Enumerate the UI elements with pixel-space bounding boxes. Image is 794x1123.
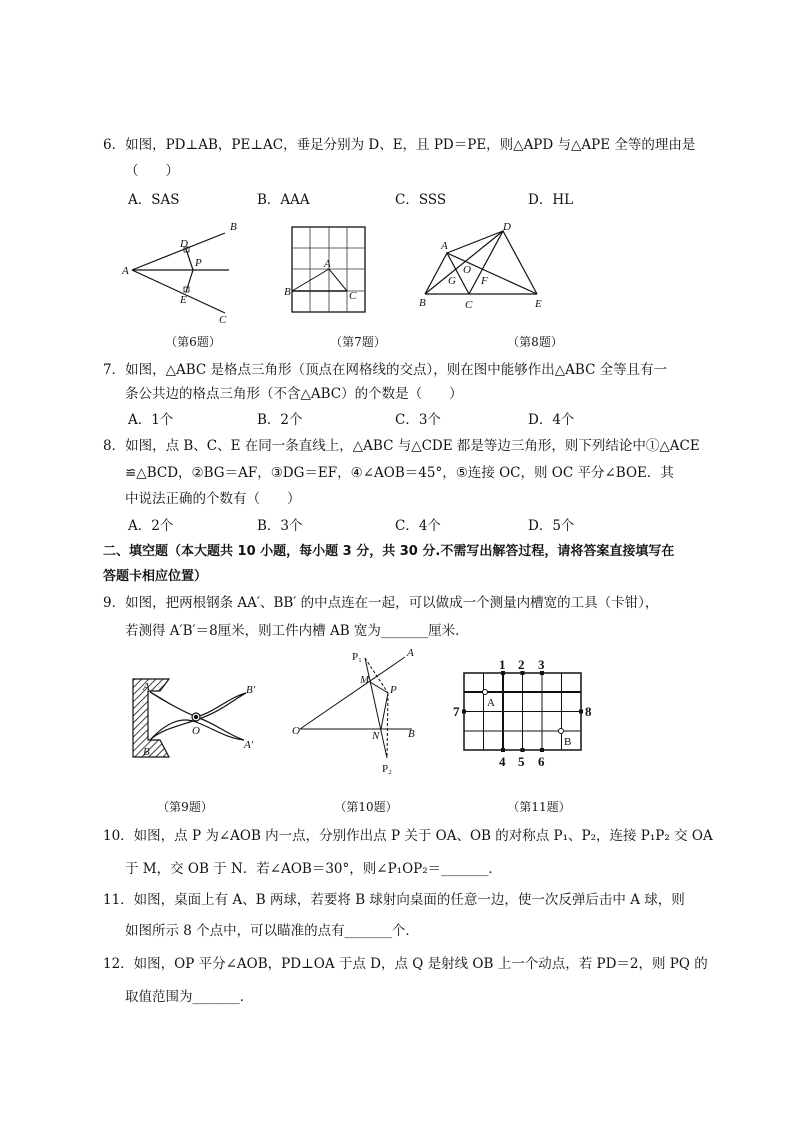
q11-stem-line1: 11．如图，桌面上有 A、B 两球，若要将 B 球射向桌面的任意一边，使一次反弹后击中 A 球，则 — [103, 892, 685, 908]
q6-stem-line1: 6．如图，PD⊥AB，PE⊥AC，垂足分别为 D、E，且 PD＝PE，则△APD 与△APE 全等的理由是 — [103, 137, 696, 153]
q9-stem-line2: 若测得 A′B′＝8厘米，则工件内槽 AB 宽为_______厘米． — [125, 623, 469, 639]
label-P2: P₂ — [382, 763, 392, 775]
label-G: G — [448, 275, 456, 287]
label-M: M — [360, 674, 370, 686]
point-8-label: 8 — [585, 704, 592, 719]
q10-stem-line1: 10．如图，点 P 为∠AOB 内一点，分别作出点 P 关于 OA、OB 的对称点 P₁、P₂，连接 P₁P₂ 交 OA — [103, 828, 713, 844]
q7-option-b: B．2个 — [257, 412, 303, 428]
ball-A-label: A — [487, 697, 495, 709]
label-O: O — [463, 264, 471, 276]
q7-option-d: D．4个 — [528, 412, 575, 428]
point-6-label: 6 — [538, 754, 545, 769]
q8-option-b: B．3个 — [257, 518, 303, 534]
label-E: E — [535, 298, 542, 310]
q10-stem-line2: 于 M，交 OB 于 N．若∠AOB＝30°，则∠P₁OP₂＝_______． — [125, 861, 502, 877]
q6-option-c: C．SSS — [395, 192, 447, 208]
caption-fig7: （第7题） — [330, 335, 386, 349]
label-P: P — [390, 684, 397, 696]
ball-B-label: B — [564, 736, 572, 748]
label-N: N — [372, 730, 380, 742]
q6-option-a: A．SAS — [128, 192, 180, 208]
q8-option-a: A．2个 — [128, 518, 174, 534]
q8-stem-line1: 8．如图，点 B、C、E 在同一条直线上，△ABC 与△CDE 都是等边三角形，则下列结论中①△ACE — [103, 438, 700, 454]
q8-stem-line3: 中说法正确的个数有（ ） — [125, 491, 301, 507]
q8-option-d: D．5个 — [528, 518, 575, 534]
caption-fig8: （第8题） — [507, 335, 563, 349]
figure-7-labels — [284, 258, 357, 302]
point-2-label: 2 — [518, 657, 525, 672]
section2-heading-line1: 二、填空题（本大题共 10 小题，每小题 3 分，共 30 分.不需写出解答过程，请将答案直接填写在 — [103, 544, 675, 559]
caption-fig10: （第10题） — [334, 800, 398, 814]
label-F: F — [481, 275, 488, 287]
q6-stem-line2: （ ） — [125, 163, 179, 179]
q7-stem-line2: 条公共边的格点三角形（不含△ABC）的个数是（ ） — [125, 386, 463, 402]
label-C: C — [349, 290, 357, 302]
caption-fig6: （第6题） — [165, 335, 221, 349]
q6-option-d: D．HL — [528, 192, 574, 208]
label-D: D — [180, 238, 188, 250]
caption-fig9: （第9题） — [157, 800, 213, 814]
label-A: A — [324, 258, 331, 270]
label-B-prime: B′ — [246, 684, 256, 696]
q7-option-c: C．3个 — [395, 412, 441, 428]
label-A-prime: A′ — [244, 739, 254, 751]
point-5-label: 5 — [518, 754, 525, 769]
label-C: C — [465, 299, 473, 311]
point-1-label: 1 — [499, 657, 506, 672]
q12-stem-line1: 12．如图，OP 平分∠AOB，PD⊥OA 于点 D，点 Q 是射线 OB 上一个动点，若 PD＝2，则 PQ 的 — [103, 956, 708, 972]
point-7-label: 7 — [453, 704, 460, 719]
label-B: B — [419, 297, 426, 309]
q7-option-a: A．1个 — [128, 412, 174, 428]
label-B: B — [143, 746, 150, 758]
point-4-label: 4 — [499, 754, 506, 769]
label-B: B — [230, 221, 237, 233]
label-P: P — [195, 257, 202, 269]
q12-stem-line2: 取值范围为_______． — [125, 989, 254, 1005]
label-A: A — [122, 265, 129, 277]
point-3-label: 3 — [538, 657, 545, 672]
figure-10-labels — [292, 647, 415, 775]
q8-stem-line2: ≌△BCD，②BG＝AF，③DG＝EF，④∠AOB＝45°，⑤连接 OC，则 OC 平分∠BOE．其 — [125, 465, 674, 481]
q11-stem-line2: 如图所示 8 个点中，可以瞄准的点有_______个． — [125, 923, 419, 939]
q9-stem-line1: 9．如图，把两根钢条 AA′、BB′ 的中点连在一起，可以做成一个测量内槽宽的工具（卡钳）， — [103, 595, 659, 611]
label-O: O — [192, 725, 200, 737]
section2-heading-line2: 答题卡相应位置） — [103, 569, 208, 584]
figure-8-labels — [419, 221, 542, 311]
label-B: B — [284, 286, 291, 298]
caption-fig11: （第11题） — [507, 800, 571, 814]
label-P1: P₁ — [352, 651, 362, 663]
label-A: A — [143, 681, 150, 693]
q6-option-b: B．AAA — [257, 192, 310, 208]
label-A: A — [441, 240, 448, 252]
figure-9 — [133, 679, 246, 757]
label-D: D — [503, 221, 511, 233]
q8-option-c: C．4个 — [395, 518, 441, 534]
q7-stem-line1: 7．如图，△ABC 是格点三角形（顶点在网格线的交点），则在图中能够作出△ABC 全等且有一 — [103, 362, 668, 378]
figure-10 — [300, 657, 412, 758]
label-E: E — [180, 294, 187, 306]
label-C: C — [219, 314, 227, 326]
label-A: A — [407, 647, 414, 659]
label-B: B — [408, 728, 415, 740]
label-O: O — [292, 725, 300, 737]
